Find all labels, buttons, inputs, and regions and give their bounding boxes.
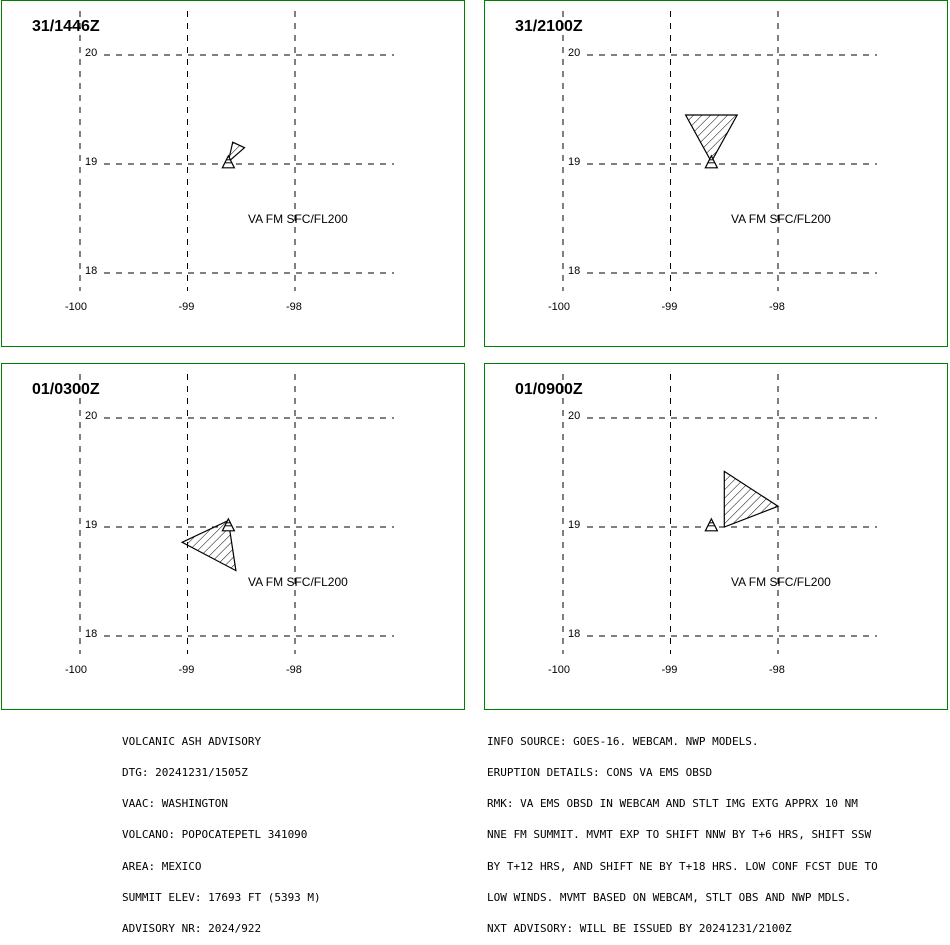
lon-label--99: -99 [178, 664, 195, 676]
map-panel-1-svg [2, 1, 465, 347]
lon-label--99: -99 [661, 301, 678, 313]
lat-label-19: 19 [85, 156, 98, 168]
lat-label-18: 18 [568, 628, 581, 640]
lon-label--98: -98 [286, 664, 302, 676]
advisory-number: ADVISORY NR: 2024/922 [122, 922, 262, 936]
lon-label--99: -99 [661, 664, 678, 676]
advisory-remarks-line-2: NNE FM SUMMIT. MVMT EXP TO SHIFT NNW BY T+6 HRS, SHIFT SSW [487, 828, 872, 842]
panel-2-time-title: 31/2100Z [515, 18, 583, 35]
advisory-eruption-details: ERUPTION DETAILS: CONS VA EMS OBSD [487, 766, 713, 780]
lat-label-18: 18 [568, 265, 581, 277]
advisory-summit-elev: SUMMIT ELEV: 17693 FT (5393 M) [122, 890, 321, 904]
lon-label--100: -100 [65, 664, 88, 676]
panel-1-va-label: VA FM SFC/FL200 [248, 212, 348, 226]
advisory-area: AREA: MEXICO [122, 859, 202, 873]
advisory-volcano: VOLCANO: POPOCATEPETL 341090 [122, 828, 308, 842]
map-panel-4 [484, 363, 948, 710]
lat-label-20: 20 [568, 47, 581, 59]
lat-label-20: 20 [85, 410, 98, 422]
panel-1-time-title: 31/1446Z [32, 18, 100, 35]
lon-label--99: -99 [178, 301, 195, 313]
panel-2-va-label: VA FM SFC/FL200 [731, 212, 831, 226]
map-panel-2-svg [485, 1, 948, 347]
lon-label--100: -100 [548, 664, 571, 676]
lat-label-20: 20 [85, 47, 98, 59]
map-panel-4-svg [485, 364, 948, 710]
lon-label--98: -98 [769, 301, 785, 313]
advisory-info-source: INFO SOURCE: GOES-16. WEBCAM. NWP MODELS. [487, 734, 759, 748]
lat-label-18: 18 [85, 265, 98, 277]
lat-label-18: 18 [85, 628, 98, 640]
advisory-header-block [122, 716, 321, 945]
lon-label--100: -100 [548, 301, 571, 313]
volcano-triangle-icon [705, 156, 717, 168]
lat-label-19: 19 [568, 156, 581, 168]
panel-4-va-label: VA FM SFC/FL200 [731, 575, 831, 589]
advisory-dtg: DTG: 20241231/1505Z [122, 766, 248, 780]
lat-label-19: 19 [85, 519, 98, 531]
volcano-triangle-icon [705, 519, 717, 531]
map-panel-3 [1, 363, 465, 710]
panel-3-va-label: VA FM SFC/FL200 [248, 575, 348, 589]
lon-label--98: -98 [769, 664, 785, 676]
advisory-remarks-line-1: RMK: VA EMS OBSD IN WEBCAM AND STLT IMG EXTG APPRX 10 NM [487, 797, 858, 811]
advisory-title: VOLCANIC ASH ADVISORY [122, 734, 262, 748]
panel-3-time-title: 01/0300Z [32, 381, 100, 398]
lat-label-19: 19 [568, 519, 581, 531]
advisory-details-block [487, 716, 878, 945]
panel-4-time-title: 01/0900Z [515, 381, 583, 398]
lon-label--100: -100 [65, 301, 88, 313]
map-panel-1 [1, 0, 465, 347]
ash-cloud-polygon [724, 471, 778, 527]
map-panel-2 [484, 0, 948, 347]
lon-label--98: -98 [286, 301, 302, 313]
advisory-remarks-line-3: BY T+12 HRS, AND SHIFT NE BY T+18 HRS. LOW CONF FCST DUE TO [487, 859, 878, 873]
map-panel-3-svg [2, 364, 465, 710]
ash-cloud-polygon [228, 142, 244, 162]
advisory-next-advisory: NXT ADVISORY: WILL BE ISSUED BY 20241231/2100Z [487, 922, 792, 936]
lat-label-20: 20 [568, 410, 581, 422]
advisory-vaac: VAAC: WASHINGTON [122, 797, 228, 811]
advisory-remarks-line-4: LOW WINDS. MVMT BASED ON WEBCAM, STLT OBS AND NWP MDLS. [487, 890, 852, 904]
